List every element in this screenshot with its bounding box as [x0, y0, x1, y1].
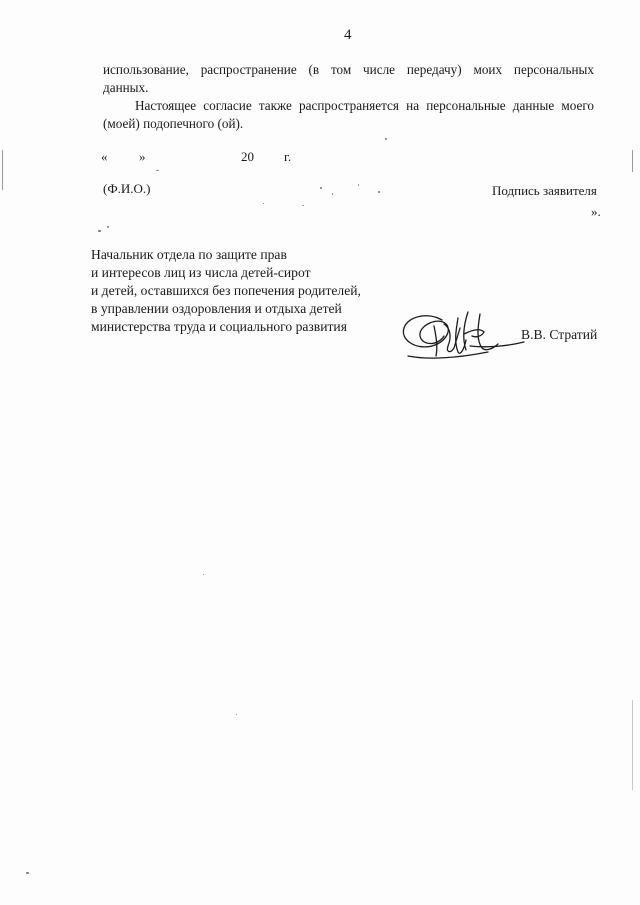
scan-speck	[358, 184, 359, 186]
scan-edge-right	[632, 150, 633, 172]
page-number: 4	[344, 27, 352, 43]
scan-speck	[156, 170, 159, 171]
scan-speck	[385, 138, 387, 140]
official-position-line: Начальник отдела по защите прав	[91, 247, 287, 262]
scan-speck	[332, 193, 333, 195]
date-year-suffix: г.	[284, 149, 292, 164]
official-position-line: и детей, оставшихся без попечения родителей,	[91, 283, 361, 298]
date-year: 20	[241, 149, 254, 164]
scan-speck	[98, 230, 101, 232]
consent-text-line-2: данных.	[103, 80, 149, 95]
official-position	[91, 246, 361, 336]
applicant-signature-label: Подпись заявителя	[492, 183, 597, 198]
date-close-quote: »	[139, 149, 146, 164]
date-open-quote: «	[101, 149, 108, 164]
fio-label: (Ф.И.О.)	[103, 181, 151, 196]
scan-speck	[107, 226, 109, 228]
official-position-line: и интересов лиц из числа детей-сирот	[91, 265, 311, 280]
consent-extension-line-1: Настоящее согласие также распространяется на персональные данные моего	[135, 98, 594, 113]
official-position-line: министерства труда и социального развития	[91, 319, 347, 334]
scan-speck	[263, 203, 264, 204]
closing-quote: ».	[591, 204, 601, 219]
handwritten-signature	[398, 306, 538, 366]
scan-speck	[320, 187, 322, 189]
official-name: В.В. Стратий	[521, 327, 598, 342]
scan-speck	[302, 205, 304, 206]
consent-extension-line-2: (моей) подопечного (ой).	[103, 116, 244, 131]
scan-speck	[378, 191, 380, 193]
scan-speck	[236, 714, 237, 715]
scan-edge-left	[2, 150, 3, 190]
official-position-line: в управлении оздоровления и отдыха детей	[91, 301, 342, 316]
scan-speck	[203, 574, 204, 575]
scan-edge-right-lower	[632, 700, 633, 790]
consent-text-line-1: использование, распространение (в том числе передачу) моих персональных	[103, 62, 594, 77]
scan-speck	[26, 872, 29, 874]
